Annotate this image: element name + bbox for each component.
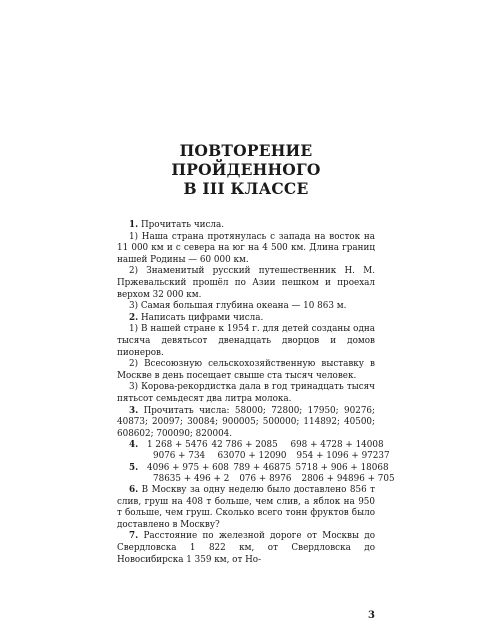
section-title <box>117 141 375 198</box>
exercise-text: 2) Всесоюзную сельскохозяйственную выставку в Москве в день посещает свыше ста тысяч человек. <box>117 359 375 381</box>
exercise-text: Расстояние по железной дороге от Москвы до Свердловска 1 822 км, от Свердловска до Новосибирска 1 359 км, от Но- <box>117 531 375 565</box>
sum-expression: 1 268 + 5476 <box>147 440 208 451</box>
sum-expression: 42 786 + 2085 <box>211 440 278 451</box>
sum-expression: 954 + 1096 + 97237 <box>296 451 390 462</box>
exercise-paragraph <box>117 531 375 566</box>
exercise-paragraph <box>117 406 375 441</box>
exercise-number: 6. <box>129 485 139 496</box>
exercise-number: 3. <box>129 405 139 416</box>
sum-expression: 2806 + 94896 + 705 <box>301 473 395 484</box>
section-title-line-1: ПОВТОРЕНИЕ ПРОЙДЕННОГО <box>171 141 321 179</box>
exercise-number: 2. <box>129 312 139 323</box>
exercise-paragraph <box>117 313 375 325</box>
sum-expression: 5718 + 906 + 18068 <box>295 462 389 473</box>
exercise-paragraph <box>117 301 375 313</box>
exercise-paragraph <box>117 324 375 359</box>
sum-expression: 4096 + 975 + 608 <box>147 462 229 473</box>
sum-expression: 78635 + 496 + 2 <box>153 473 230 484</box>
exercise-text: Прочитать числа: 58000; 72800; 17950; 90276; 40873; 20097; 30084; 900005; 500000; 114892; 40500; 608602; 700090; 820004. <box>117 405 375 439</box>
sum-expression: 789 + 46875 <box>233 462 292 473</box>
exercise-paragraph <box>117 220 375 232</box>
exercise-text: 3) Корова-рекордистка дала в год тринадцать тысяч пятьсот семьдесят два литра молока. <box>117 382 375 404</box>
exercise-text: 1) Наша страна протянулась с запада на восток на 11 000 км и с севера на юг на 4 500 км. Длина границ нашей Родины — 60 000 км. <box>117 231 375 265</box>
section-title-line-2: В III КЛАССЕ <box>183 179 309 198</box>
sum-expression: 698 + 4728 + 14008 <box>290 440 384 451</box>
exercise-number: 4. <box>129 440 139 451</box>
exercise-text: Прочитать числа. <box>140 220 225 230</box>
exercise-paragraph <box>117 232 375 267</box>
exercise-text: 2) Знаменитый русский путешественник Н. М. Пржевальский прошёл по Азии пешком и проехал верхом 32 000 км. <box>117 266 375 300</box>
exercise-number: 5. <box>129 462 139 473</box>
sum-expression: 9076 + 734 <box>153 451 206 462</box>
exercise-text: Написать цифрами числа. <box>140 312 264 323</box>
exercise-text: В Москву за одну неделю было доставлено 856 т слив, груш на 408 т больше, чем слив, а яблок на 950 т больше, чем груш. Сколько всего тонн фруктов было доставлено в Москву? <box>117 485 376 530</box>
page-number: 3 <box>368 610 375 621</box>
exercise-number: 1. <box>129 220 139 230</box>
exercise-paragraph <box>117 359 375 382</box>
exercise-number: 7. <box>129 531 139 542</box>
exercise-paragraph <box>117 382 375 405</box>
exercise-paragraph <box>117 266 375 301</box>
sum-expression: 076 + 8976 <box>239 473 292 484</box>
exercise-5-grid <box>129 462 395 485</box>
exercise-body <box>117 220 395 566</box>
sum-expression: 63070 + 12090 <box>217 451 287 462</box>
exercise-paragraph <box>117 485 375 531</box>
exercise-text: 1) В нашей стране к 1954 г. для детей созданы одна тысяча девятьсот двенадцать дворцов и домов пионеров. <box>117 324 375 358</box>
exercise-text: 3) Самая большая глубина океана — 10 863 м. <box>129 301 347 312</box>
exercise-4-grid <box>129 440 390 462</box>
textbook-page <box>0 141 500 641</box>
